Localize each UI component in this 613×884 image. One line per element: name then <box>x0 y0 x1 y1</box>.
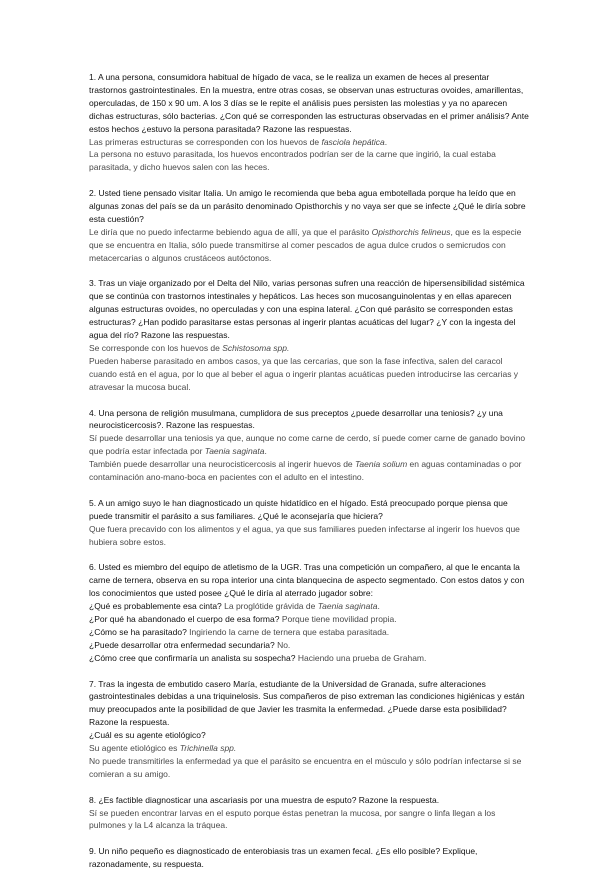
answer-text <box>89 342 529 355</box>
sub-question: ¿Cómo cree que confirmaría un analista su sospecha? <box>89 652 298 663</box>
question-text: 7. Tras la ingesta de embutido casero María, estudiante de la Universidad de Granada, sufre alteraciones gastrointestinales debidas a una triquinelosis. Sus compañeros de piso extreman las condiciones higiénicas y están muy preocupados ante la posibilidad de que Javier les trasmita la enfermedad. ¿Puede darse esta posibilidad? Razone la respuesta. <box>89 678 525 728</box>
question-block-3 <box>89 277 529 393</box>
answer-text <box>89 742 529 755</box>
answer-span: Las primeras estructuras se corresponden con los huevos de <box>89 136 322 147</box>
question-block-1 <box>89 71 529 174</box>
document-body <box>89 71 529 884</box>
answer-span: , que es la especie que se encuentra en Italia, sólo puede transmitirse al comer pescados de agua dulce crudos o semicrudos con metacercarias o algunos crustáceos autóctonos. <box>89 226 522 263</box>
answer-span: . <box>264 446 267 457</box>
answer-span: También puede desarrollar una neurocisticercosis al ingerir huevos de <box>89 459 356 470</box>
answer-span: Sí puede desarrollar una teniosis ya que, aunque no come carne de cerdo, sí puede comer carne de ganado bovino que podría estar infectada por <box>89 433 526 457</box>
answer-text <box>89 432 529 458</box>
question-block-5 <box>89 497 529 549</box>
question-block-2 <box>89 187 529 264</box>
question-block-4 <box>89 407 529 484</box>
answer-text: La persona no estuvo parasitada, los huevos encontrados podrían ser de la carne que ingirió, la cual estaba parasitada, y dicho huevos salen con las heces. <box>89 149 496 173</box>
question-text: 9. Un niño pequeño es diagnosticado de enterobiasis tras un examen fecal. ¿Es ello posible? Explique, razonadamente, su respuesta. <box>89 846 478 870</box>
sub-answer: La proglótide grávida de <box>224 601 318 612</box>
answer-text <box>89 226 529 265</box>
qa-pair <box>89 626 529 639</box>
answer-span: . <box>384 136 388 147</box>
qa-pair <box>89 652 529 665</box>
question-text: 1. A una persona, consumidora habitual de hígado de vaca, se le realiza un examen de heces al presentar trastornos gastrointestinales. En la muestra, entre otras cosas, se observan unas estructuras ovoides, amarillentas, operculadas, de 150 x 90 um. A los 3 días se le repite el análisis pues persisten las molestias y ya no aparecen dichas estructuras, sólo bacterias. ¿Con qué se corresponden las estructuras observadas en el primer análisis? Ante estos hechos ¿estuvo la persona parasitada? Razone las respuestas. <box>89 72 529 134</box>
species-name: Opisthorchis felineus <box>371 226 451 237</box>
answer-text: Sí se pueden encontrar larvas en el esputo porque éstas penetran la mucosa, por sangre o linfa llegan a los pulmones y la L4 alcanza la tráquea. <box>89 807 496 831</box>
question-text: 6. Usted es miembro del equipo de atletismo de la UGR. Tras una competición un compañero, al que le encanta la carne de ternera, observa en su ropa interior una cinta blanquecina de aspecto segmentado. Con estos datos y con los conocimientos que usted posee ¿Qué le diría al aterrado jugador sobre: <box>89 562 525 599</box>
question-block-8 <box>89 794 529 833</box>
answer-span: en aguas contaminadas o por contaminación ano-mano-boca en pacientes con el adulto en el intestino. <box>89 459 522 483</box>
answer-text <box>89 136 529 149</box>
question-text: 2. Usted tiene pensado visitar Italia. Un amigo le recomienda que beba agua embotellada porque ha leído que en algunas zonas del país se da un parásito denominado Opisthorchis y no vaya ser que se infecte ¿Qué le diría sobre esta cuestión? <box>89 188 526 224</box>
question-text: 4. Una persona de religión musulmana, cumplidora de sus preceptos ¿puede desarrollar una teniosis? ¿y una neurocisticercosis?. Razone las respuestas. <box>89 407 503 431</box>
species-name: Taenia saginata <box>317 601 378 612</box>
answer-text <box>89 458 529 484</box>
answer-span: Le diría que no puedo infectarme bebiendo agua de allí, ya que el parásito <box>89 226 372 237</box>
species-name: Trichinella spp. <box>179 743 237 754</box>
question-text: 3. Tras un viaje organizado por el Delta del Nilo, varias personas sufren una reacción de hipersensibilidad sistémica que se continúa con trastornos intestinales y hepáticos. Las heces son mucosanguinolentas y en ellas aparecen algunas estructuras ovoides, no operculadas y con una espina lateral. ¿Con qué parásito se corresponden estas estructuras? ¿Han podido parasitarse estas personas al ingerir plantas acuáticas del lugar? ¿Y con la ingesta del agua del río? Razone las respuestas. <box>89 278 525 341</box>
qa-pair <box>89 600 529 613</box>
species-name: Schistosoma spp. <box>222 343 290 353</box>
question-text: 5. A un amigo suyo le han diagnosticado un quiste hidatídico en el hígado. Está preocupado porque piensa que puede transmitir el parásito a sus familiares. ¿Qué le aconsejaría que hiciera? <box>89 497 508 521</box>
question-text: 8. ¿Es factible diagnosticar una ascariasis por una muestra de esputo? Razone la respuesta. <box>89 794 440 805</box>
question-block-9 <box>89 845 529 871</box>
answer-text: Que fuera precavido con los alimentos y el agua, ya que sus familiares pueden infectarse al ingerir los huevos que hubiera sobre estos. <box>89 523 520 547</box>
answer-text: Pueden haberse parasitado en ambos casos, ya que las cercarias, que son la fase infectiva, salen del caracol cuando está en el agua, por lo que al beber el agua o ingerir plantas acuáticas pueden introducirse las cercarias y atravesar la mucosa bucal. <box>89 355 519 392</box>
answer-span: Se corresponde con los huevos de <box>89 343 223 353</box>
sub-answer: Porque tiene movilidad propia. <box>281 613 397 624</box>
qa-pair <box>89 613 529 626</box>
sub-question: ¿Cuál es su agente etiológico? <box>89 730 206 741</box>
question-block-6 <box>89 561 529 664</box>
sub-answer: No. <box>277 639 291 650</box>
qa-pair <box>89 639 529 652</box>
species-name: Taenia saginata <box>204 446 265 457</box>
answer-text: No puede transmitirles la enfermedad ya que el parásito se encuentra en el músculo y sólo podrían infectarse si se comieran a su amigo. <box>89 755 522 779</box>
answer-span: Su agente etiológico es <box>89 743 180 754</box>
sub-answer: Ingiriendo la carne de ternera que estaba parasitada. <box>189 626 390 637</box>
sub-question: ¿Cómo se ha parasitado? <box>89 626 190 637</box>
species-name: Taenia solium <box>355 459 408 470</box>
sub-question: ¿Puede desarrollar otra enfermedad secundaria? <box>89 639 278 650</box>
sub-answer: . <box>377 601 380 612</box>
question-block-7 <box>89 678 529 781</box>
sub-question: ¿Qué es probablemente esa cinta? <box>89 601 225 612</box>
species-name: fasciola hepática <box>321 136 385 147</box>
sub-question: ¿Por qué ha abandonado el cuerpo de esa forma? <box>89 613 282 624</box>
sub-answer: Haciendo una prueba de Graham. <box>297 652 427 663</box>
